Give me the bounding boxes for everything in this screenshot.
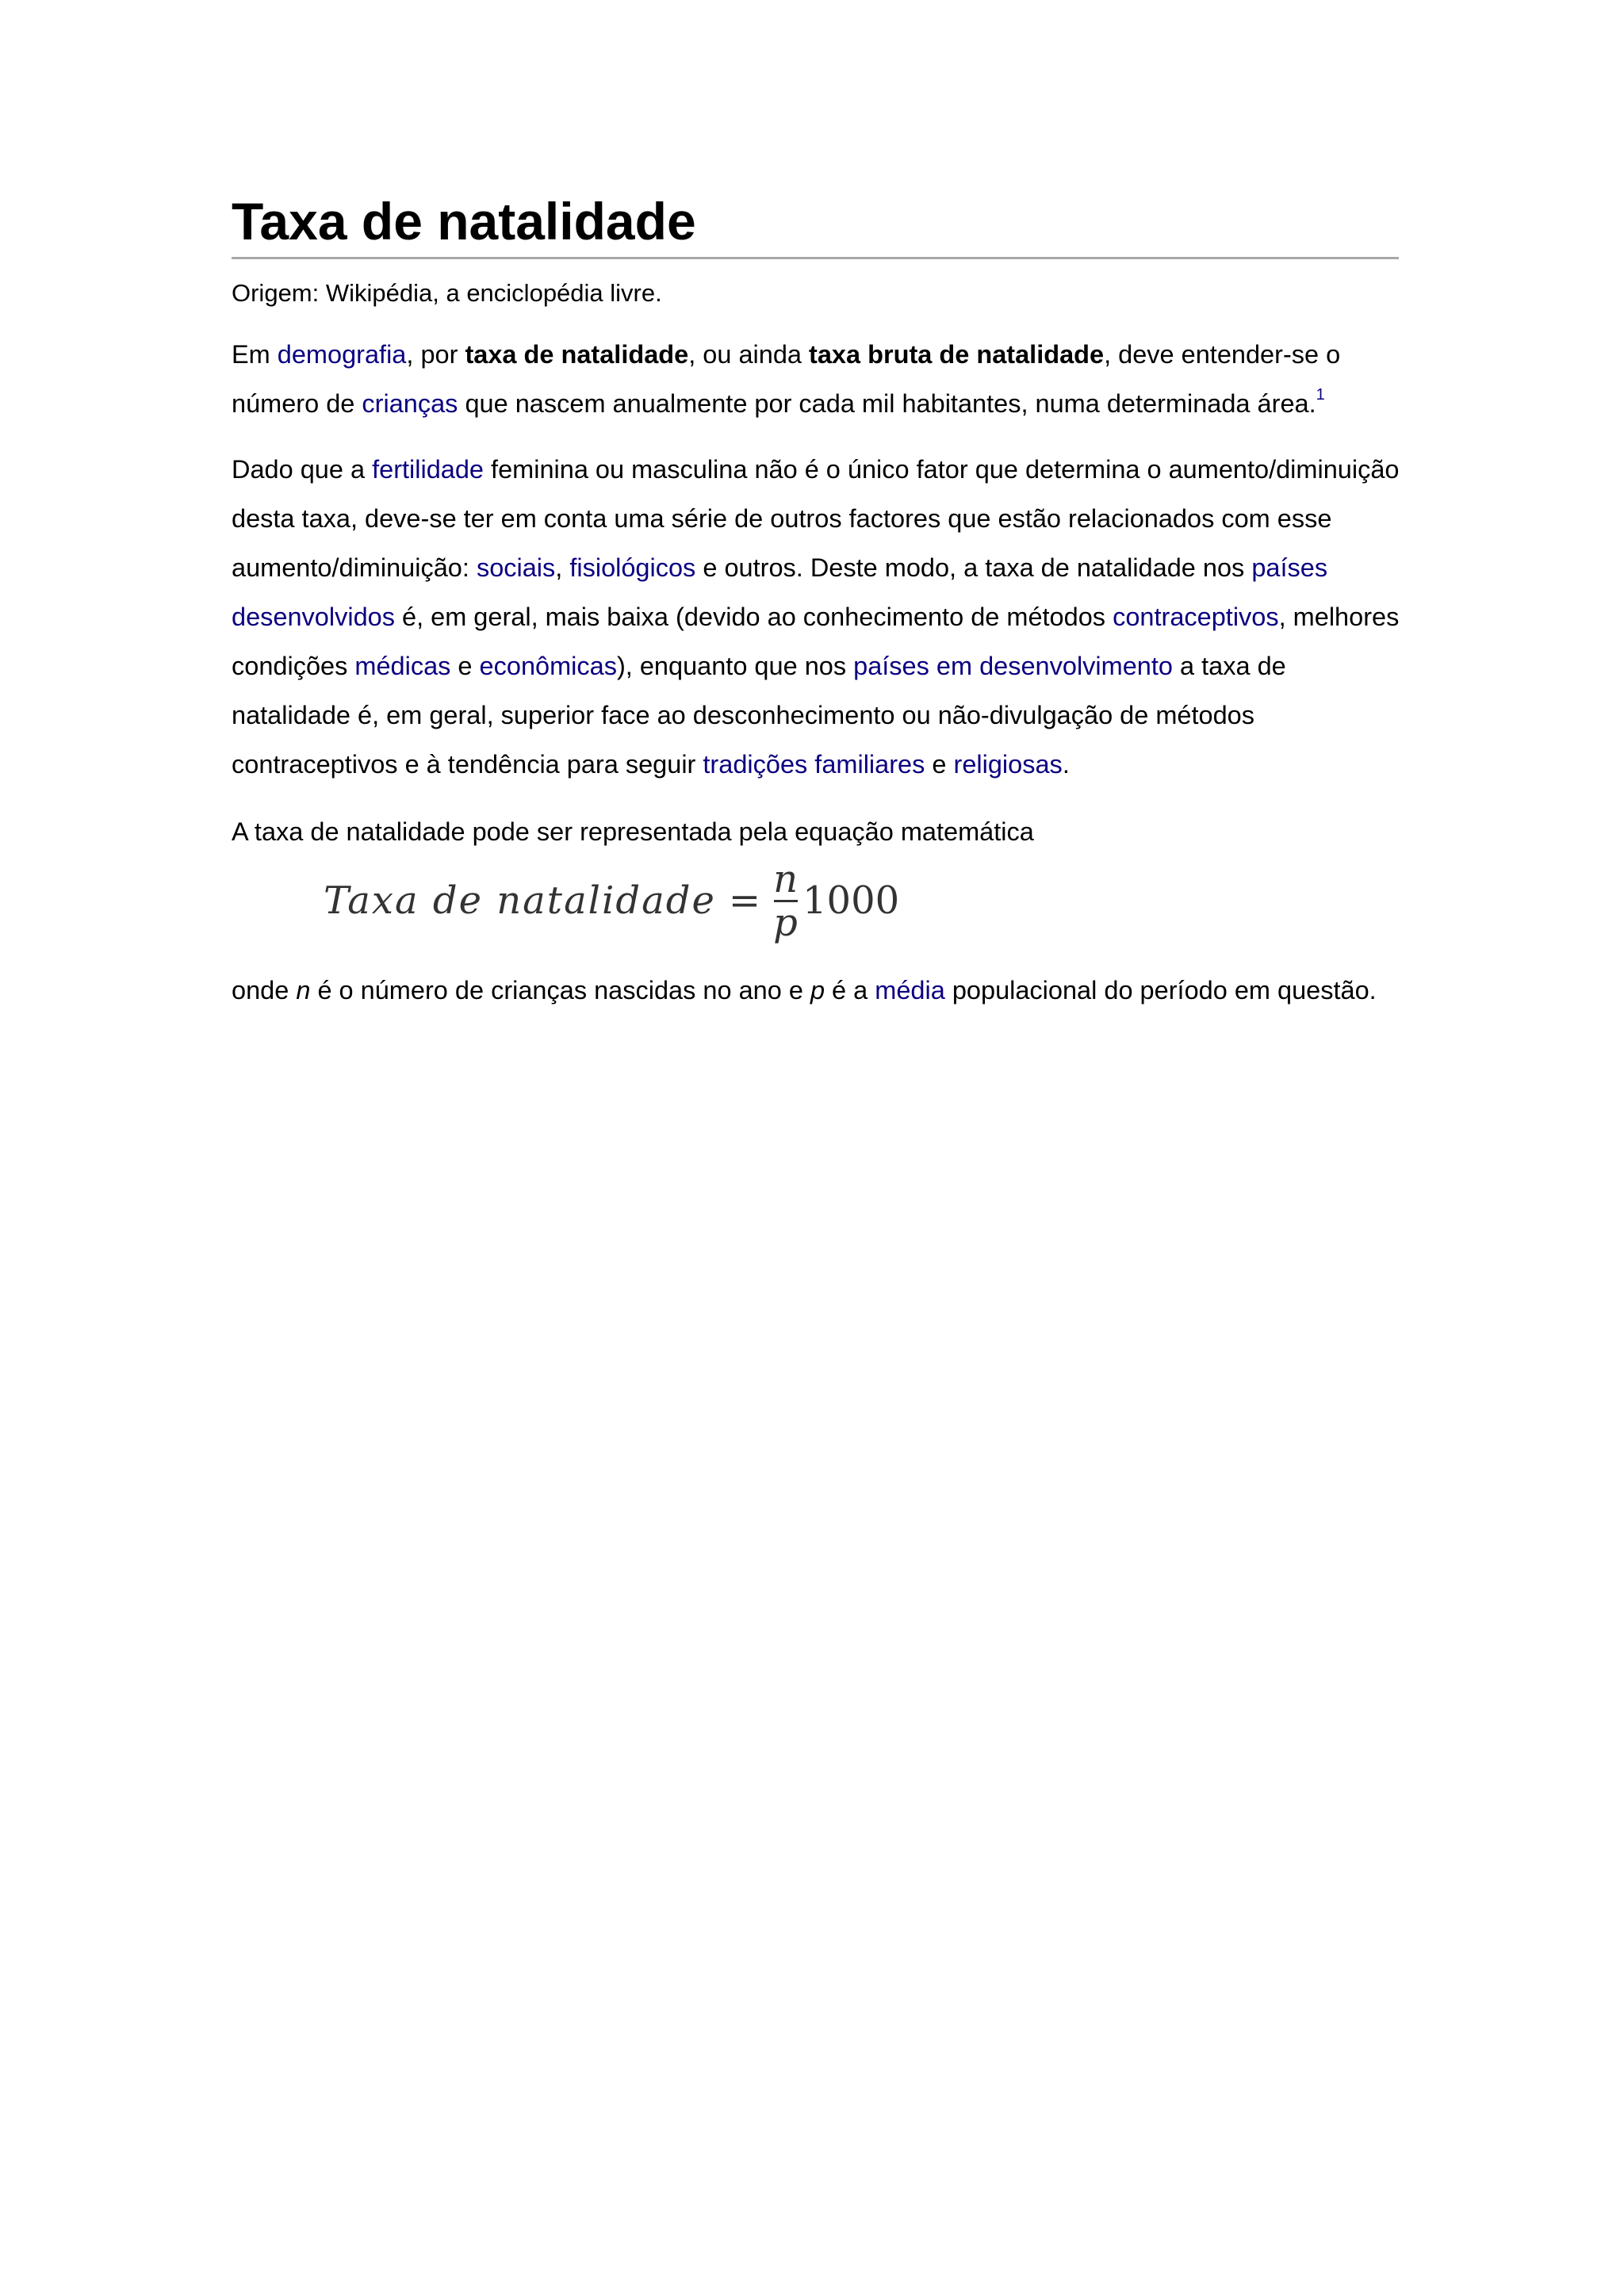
link-sociais[interactable]: sociais bbox=[476, 553, 556, 582]
formula-equals: = bbox=[728, 878, 761, 923]
formula-lhs: Taxa de natalidade bbox=[324, 878, 716, 923]
text: onde bbox=[232, 976, 297, 1004]
text: feminina ou masculina não é o único fator que determina o aumento/diminuição desta taxa, deve-se ter em conta uma série de outros factores que estão relacionados com esse aumento/diminuição: bbox=[232, 455, 1400, 582]
text: Dado que a bbox=[232, 455, 373, 484]
text: a taxa de natalidade é, em geral, superior face ao desconhecimento ou não-divulgação de métodos contraceptivos e à tendência para seguir bbox=[232, 652, 1286, 779]
text: , por bbox=[406, 340, 465, 369]
reference-1[interactable]: 1 bbox=[1316, 386, 1325, 404]
link-paises-desenvolvidos[interactable]: países desenvolvidos bbox=[232, 553, 1328, 631]
bold-term: taxa bruta de natalidade bbox=[809, 340, 1105, 369]
formula-denominator: p bbox=[773, 900, 798, 945]
bold-term: taxa de natalidade bbox=[465, 340, 689, 369]
paragraph-factors bbox=[232, 445, 1405, 789]
formula-factor: 1000 bbox=[802, 878, 900, 923]
text: é a bbox=[825, 976, 875, 1004]
link-fisiologicos[interactable]: fisiológicos bbox=[569, 553, 696, 582]
text: e bbox=[925, 750, 954, 779]
paragraph-variables bbox=[232, 966, 1405, 1015]
text: , melhores condições bbox=[232, 603, 1400, 680]
page-title: Taxa de natalidade bbox=[232, 190, 1399, 259]
text: é o número de crianças nascidas no ano e bbox=[310, 976, 810, 1004]
variable-p: p bbox=[810, 976, 825, 1004]
text: populacional do período em questão. bbox=[944, 976, 1377, 1004]
link-media[interactable]: média bbox=[875, 976, 945, 1004]
paragraph-equation-intro: A taxa de natalidade pode ser representada pela equação matemática bbox=[232, 817, 1034, 846]
link-tradicoes-familiares[interactable]: tradições familiares bbox=[703, 750, 925, 779]
link-religiosas[interactable]: religiosas bbox=[953, 750, 1063, 779]
text: e bbox=[450, 652, 480, 680]
birth-rate-formula bbox=[324, 853, 899, 948]
variable-n: n bbox=[296, 976, 311, 1004]
text: ), enquanto que nos bbox=[616, 652, 854, 680]
text: é, em geral, mais baixa (devido ao conhecimento de métodos bbox=[394, 603, 1113, 631]
link-economicas[interactable]: econômicas bbox=[479, 652, 617, 680]
text: , deve entender-se o número de bbox=[232, 340, 1341, 418]
text: , ou ainda bbox=[688, 340, 810, 369]
link-medicas[interactable]: médicas bbox=[354, 652, 451, 680]
text: e outros. Deste modo, a taxa de natalidade nos bbox=[695, 553, 1252, 582]
paragraph-intro bbox=[232, 330, 1405, 428]
origin-note: Origem: Wikipédia, a enciclopédia livre. bbox=[232, 279, 662, 307]
link-paises-em-desenvolvimento[interactable]: países em desenvolvimento bbox=[853, 652, 1173, 680]
formula-numerator: n bbox=[773, 856, 798, 901]
link-criancas[interactable]: crianças bbox=[362, 389, 458, 418]
text: , bbox=[555, 553, 570, 582]
formula-fraction bbox=[773, 856, 798, 945]
text: . bbox=[1062, 750, 1070, 779]
link-contraceptivos[interactable]: contraceptivos bbox=[1113, 603, 1279, 631]
text: que nascem anualmente por cada mil habitantes, numa determinada área. bbox=[458, 389, 1316, 418]
text: Em bbox=[232, 340, 278, 369]
link-fertilidade[interactable]: fertilidade bbox=[372, 455, 485, 484]
link-demografia[interactable]: demografia bbox=[277, 340, 407, 369]
